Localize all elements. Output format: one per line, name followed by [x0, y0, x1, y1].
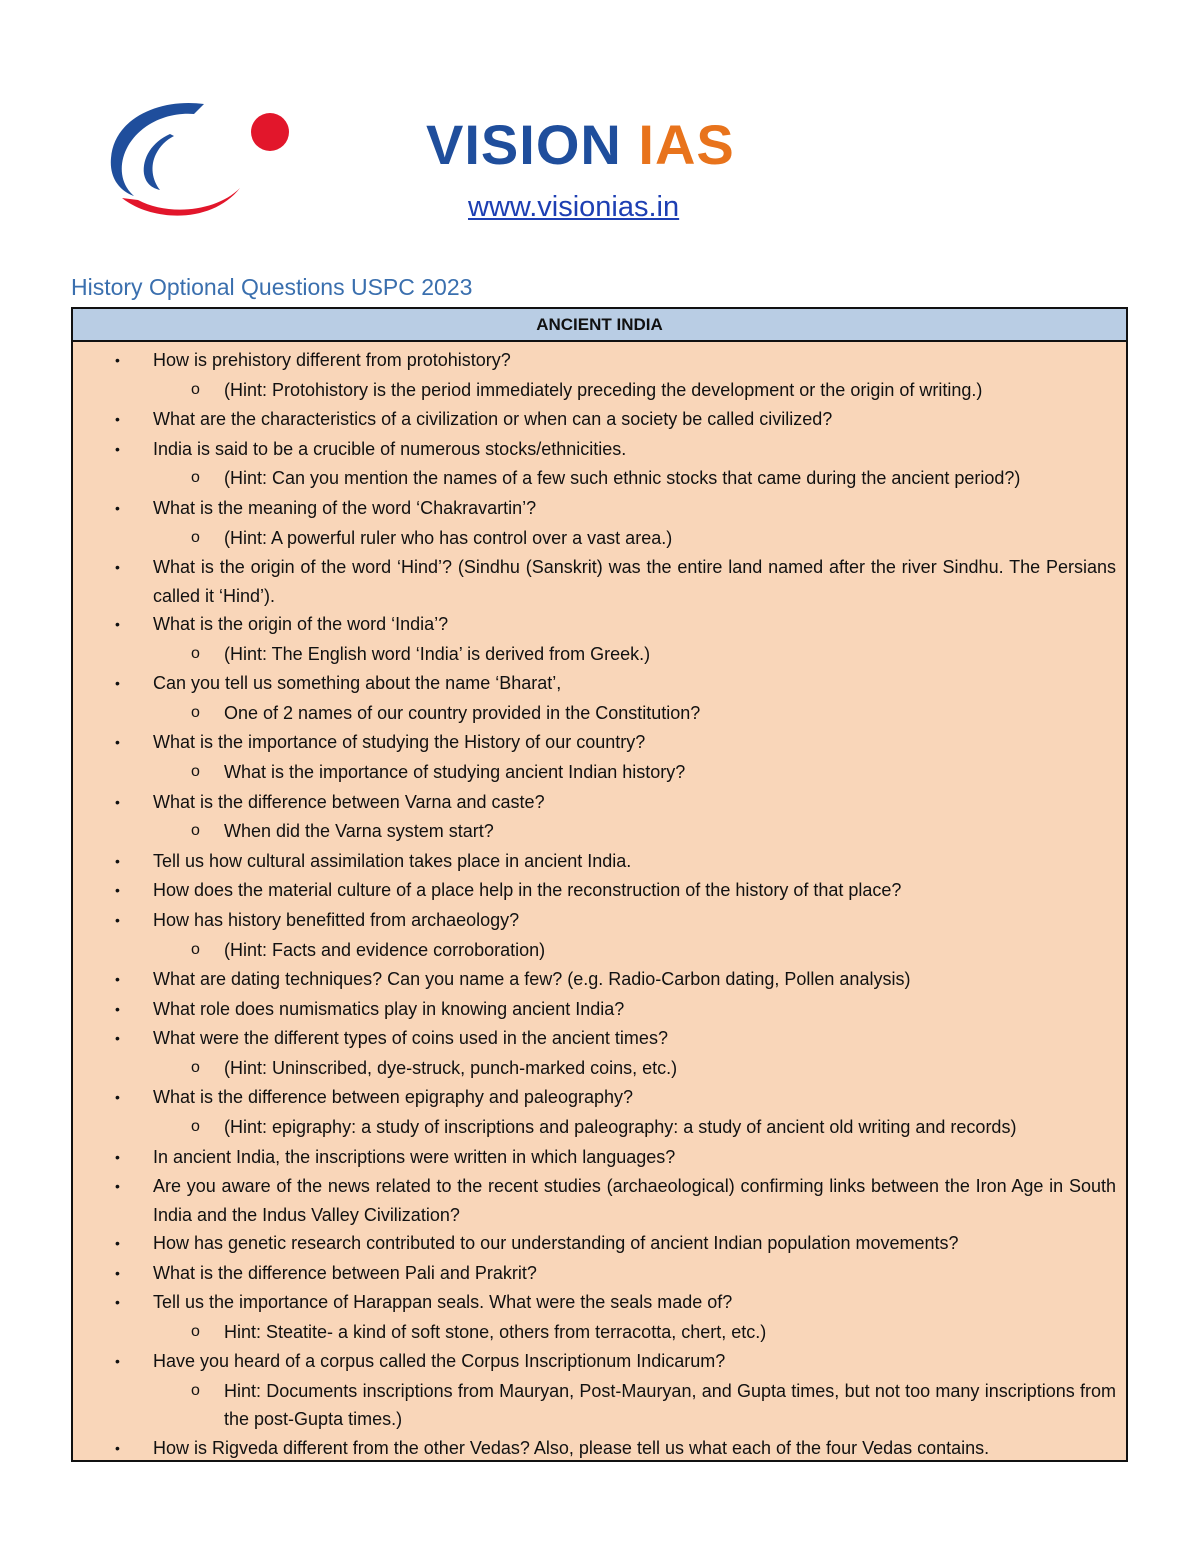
question-item	[73, 1259, 1116, 1289]
question-item	[73, 346, 1116, 376]
hint-item	[73, 758, 1116, 788]
sub-bullet-icon: o	[191, 940, 200, 958]
bullet-icon: •	[115, 1148, 120, 1165]
item-text: Hint: Steatite- a kind of soft stone, others from terracotta, chert, etc.)	[224, 1321, 767, 1342]
item-text: What are the characteristics of a civilization or when can a society be called civilized?	[153, 409, 833, 430]
item-text: (Hint: A powerful ruler who has control over a vast area.)	[224, 527, 673, 548]
question-item	[73, 1434, 1116, 1464]
hint-item	[73, 1318, 1116, 1348]
hint-item	[73, 464, 1116, 494]
bullet-icon: •	[115, 1235, 120, 1252]
bullet-icon: •	[115, 1000, 120, 1017]
brand-name-vision: VISION	[426, 113, 639, 176]
question-item	[73, 847, 1116, 877]
sub-bullet-icon: o	[191, 1118, 200, 1136]
bullet-icon: •	[115, 1089, 120, 1106]
sub-bullet-icon: o	[191, 703, 200, 721]
bullet-icon: •	[115, 852, 120, 869]
website-link[interactable]: www.visionias.in	[468, 191, 680, 223]
hint-item	[73, 640, 1116, 670]
item-text: How has genetic research contributed to our understanding of ancient Indian population movements?	[153, 1233, 959, 1254]
sub-bullet-icon: o	[191, 644, 200, 662]
bullet-icon: •	[115, 1030, 120, 1047]
item-text: India is said to be a crucible of numerous stocks/ethnicities.	[153, 438, 627, 459]
item-text: What is the importance of studying ancient Indian history?	[224, 761, 686, 782]
bullet-icon: •	[115, 559, 120, 576]
question-item	[73, 1143, 1116, 1173]
question-item	[73, 435, 1116, 465]
question-item	[73, 610, 1116, 640]
bullet-icon: •	[115, 411, 120, 428]
bullet-icon: •	[115, 734, 120, 751]
item-text: What is the difference between epigraphy and paleography?	[153, 1087, 633, 1108]
hint-item	[73, 699, 1116, 729]
question-item	[73, 669, 1116, 699]
item-text: Have you heard of a corpus called the Corpus Inscriptionum Indicarum?	[153, 1351, 726, 1372]
question-item	[73, 1172, 1116, 1229]
item-text: What is the difference between Varna and caste?	[153, 791, 545, 812]
bullet-icon: •	[115, 882, 120, 899]
question-item	[73, 1229, 1116, 1259]
hint-item	[73, 376, 1116, 406]
hint-item	[73, 524, 1116, 554]
bullet-icon: •	[115, 1353, 120, 1370]
question-list	[73, 342, 1126, 1463]
item-text: (Hint: epigraphy: a study of inscriptions and paleography: a study of ancient old writing and records)	[224, 1117, 1017, 1138]
section-header: ANCIENT INDIA	[73, 309, 1126, 342]
item-text: In ancient India, the inscriptions were written in which languages?	[153, 1146, 676, 1167]
item-text: How has history benefitted from archaeology?	[153, 909, 520, 930]
question-item	[73, 995, 1116, 1025]
item-text: (Hint: Uninscribed, dye-struck, punch-marked coins, etc.)	[224, 1057, 678, 1078]
bullet-icon: •	[115, 1439, 120, 1456]
item-text: What were the different types of coins used in the ancient times?	[153, 1028, 668, 1049]
bullet-icon: •	[115, 440, 120, 457]
item-text: (Hint: Facts and evidence corroboration)	[224, 939, 546, 960]
bullet-icon: •	[115, 1294, 120, 1311]
sub-bullet-icon: o	[191, 822, 200, 840]
hint-item	[73, 1377, 1116, 1434]
question-item	[73, 405, 1116, 435]
vision-ias-logo	[108, 100, 294, 222]
item-text: What is the importance of studying the History of our country?	[153, 732, 646, 753]
bullet-icon: •	[115, 1178, 120, 1195]
question-item	[73, 876, 1116, 906]
hint-item	[73, 817, 1116, 847]
question-item	[73, 788, 1116, 818]
bullet-icon: •	[115, 499, 120, 516]
item-text: (Hint: Protohistory is the period immediately preceding the development or the origin of writing.)	[224, 379, 983, 400]
item-text: (Hint: Can you mention the names of a few such ethnic stocks that came during the ancient period?)	[224, 468, 1021, 489]
hint-item	[73, 1054, 1116, 1084]
item-text: What role does numismatics play in knowing ancient India?	[153, 998, 625, 1019]
item-text: What is the meaning of the word ‘Chakravartin’?	[153, 497, 537, 518]
hint-item	[73, 1113, 1116, 1143]
sub-bullet-icon: o	[191, 1322, 200, 1340]
item-text: Are you aware of the news related to the recent studies (archaeological) confirming links between the Iron Age in South India and the Indus Valley Civilization?	[153, 1176, 1116, 1225]
question-item	[73, 1288, 1116, 1318]
sub-bullet-icon: o	[191, 1058, 200, 1076]
sub-bullet-icon: o	[191, 1382, 200, 1400]
item-text: Hint: Documents inscriptions from Mauryan, Post-Mauryan, and Gupta times, but not too many inscriptions from the post-Gupta times.)	[224, 1381, 1116, 1430]
item-text: What is the difference between Pali and Prakrit?	[153, 1262, 537, 1283]
question-item	[73, 1347, 1116, 1377]
question-item	[73, 728, 1116, 758]
item-text: What is the origin of the word ‘Hind’? (Sindhu (Sanskrit) was the entire land named after the river Sindhu. The Persians called it ‘Hind’).	[153, 557, 1116, 606]
brand-name	[426, 112, 735, 178]
item-text: How does the material culture of a place help in the reconstruction of the history of that place?	[153, 880, 902, 901]
question-item	[73, 906, 1116, 936]
sub-bullet-icon: o	[191, 380, 200, 398]
question-item	[73, 1024, 1116, 1054]
item-text: How is Rigveda different from the other Vedas? Also, please tell us what each of the four Vedas contains.	[153, 1437, 990, 1458]
item-text: When did the Varna system start?	[224, 821, 494, 842]
question-item	[73, 965, 1116, 995]
question-item	[73, 553, 1116, 610]
bullet-icon: •	[115, 1264, 120, 1281]
bullet-icon: •	[115, 675, 120, 692]
sub-bullet-icon: o	[191, 762, 200, 780]
sub-bullet-icon: o	[191, 469, 200, 487]
item-text: (Hint: The English word ‘India’ is derived from Greek.)	[224, 643, 651, 664]
page-title: History Optional Questions USPC 2023	[71, 274, 473, 300]
item-text: What is the origin of the word ‘India’?	[153, 613, 449, 634]
bullet-icon: •	[115, 352, 120, 368]
item-text: How is prehistory different from protohistory?	[153, 350, 511, 370]
question-item	[73, 1083, 1116, 1113]
bullet-icon: •	[115, 793, 120, 810]
bullet-icon: •	[115, 971, 120, 988]
item-text: What are dating techniques? Can you name a few? (e.g. Radio-Carbon dating, Pollen analysis)	[153, 969, 911, 990]
sub-bullet-icon: o	[191, 528, 200, 546]
bullet-icon: •	[115, 911, 120, 928]
brand-name-ias: IAS	[638, 113, 735, 176]
question-item	[73, 494, 1116, 524]
item-text: Can you tell us something about the name ‘Bharat’,	[153, 673, 562, 694]
questions-table	[71, 307, 1128, 1462]
item-text: One of 2 names of our country provided in the Constitution?	[224, 702, 701, 723]
hint-item	[73, 936, 1116, 966]
bullet-icon: •	[115, 615, 120, 632]
item-text: Tell us the importance of Harappan seals. What were the seals made of?	[153, 1292, 733, 1313]
item-text: Tell us how cultural assimilation takes place in ancient India.	[153, 850, 632, 871]
